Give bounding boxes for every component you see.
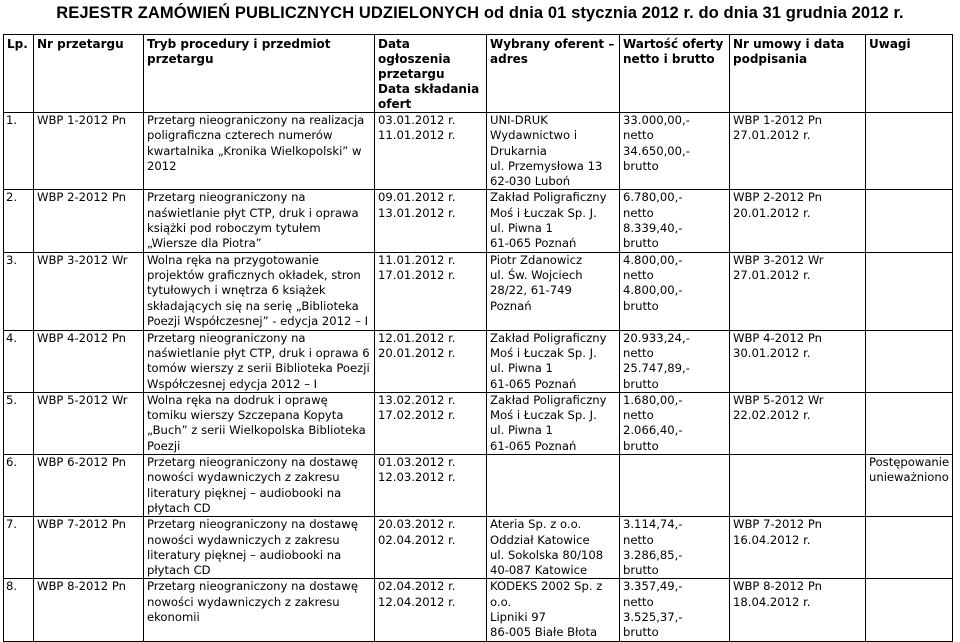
row-data: 20.03.2012 r. 02.04.2012 r. [375, 517, 487, 579]
row-lp: 7. [4, 517, 34, 579]
row-tryb: Przetarg nieograniczony na realizacja poligraficzna czterech numerów kwartalnika „Kronika Wielkopolski” w 2012 [144, 113, 375, 190]
row-tryb: Przetarg nieograniczony na dostawę nowości wydawniczych z zakresu literatury pięknej – audiobooki na płytach CD [144, 455, 375, 517]
row-lp: 8. [4, 579, 34, 641]
row-uwagi [866, 113, 953, 190]
row-oferent: Zakład Poligraficzny Moś i Łuczak Sp. J. ul. Piwna 1 61-065 Poznań [487, 190, 620, 252]
row-uwagi [866, 392, 953, 454]
row-tryb: Przetarg nieograniczony na naświetlanie płyt CTP, druk i oprawa 6 tomów wierszy z serii Biblioteka Poezji Współczesnej edycja 2012 – I [144, 330, 375, 392]
row-umowa: WBP 4-2012 Pn 30.01.2012 r. [730, 330, 866, 392]
table-row [4, 579, 953, 641]
header-data: Data ogłoszenia przetargu Data składania ofert [375, 35, 487, 113]
row-wartosc: 20.933,24,- netto 25.747,89,- brutto [620, 330, 730, 392]
row-oferent [487, 455, 620, 517]
row-data: 03.01.2012 r. 11.01.2012 r. [375, 113, 487, 190]
row-wartosc: 1.680,00,- netto 2.066,40,- brutto [620, 392, 730, 454]
row-uwagi [866, 579, 953, 641]
table-header-row [4, 35, 953, 113]
table-row [4, 190, 953, 252]
row-nr: WBP 1-2012 Pn [34, 113, 144, 190]
row-wartosc: 3.114,74,- netto 3.286,85,- brutto [620, 517, 730, 579]
table-row [4, 330, 953, 392]
row-oferent: UNI-DRUK Wydawnictwo i Drukarnia ul. Przemysłowa 13 62-030 Luboń [487, 113, 620, 190]
table-body [4, 113, 953, 642]
row-lp: 4. [4, 330, 34, 392]
row-lp: 3. [4, 252, 34, 330]
row-wartosc: 6.780,00,- netto 8.339,40,- brutto [620, 190, 730, 252]
row-oferent: Zakład Poligraficzny Moś i Łuczak Sp. J. ul. Piwna 1 61-065 Poznań [487, 330, 620, 392]
row-nr: WBP 4-2012 Pn [34, 330, 144, 392]
row-nr: WBP 6-2012 Pn [34, 455, 144, 517]
table-row [4, 252, 953, 330]
row-oferent: Piotr Zdanowicz ul. Św. Wojciech 28/22, 61-749 Poznań [487, 252, 620, 330]
row-lp: 6. [4, 455, 34, 517]
row-data: 11.01.2012 r. 17.01.2012 r. [375, 252, 487, 330]
row-nr: WBP 3-2012 Wr [34, 252, 144, 330]
row-data: 01.03.2012 r. 12.03.2012 r. [375, 455, 487, 517]
row-oferent: KODEKS 2002 Sp. z o.o. Lipniki 97 86-005 Białe Błota [487, 579, 620, 641]
table-row [4, 113, 953, 190]
row-data: 09.01.2012 r. 13.01.2012 r. [375, 190, 487, 252]
row-lp: 5. [4, 392, 34, 454]
header-tryb: Tryb procedury i przedmiot przetargu [144, 35, 375, 113]
row-tryb: Przetarg nieograniczony na naświetlanie płyt CTP, druk i oprawa książki pod roboczym tytułem „Wiersze dla Piotra” [144, 190, 375, 252]
header-oferent: Wybrany oferent – adres [487, 35, 620, 113]
row-umowa [730, 455, 866, 517]
row-umowa: WBP 7-2012 Pn 16.04.2012 r. [730, 517, 866, 579]
row-tryb: Przetarg nieograniczony na dostawę nowości wydawniczych z zakresu ekonomii [144, 579, 375, 641]
row-wartosc: 33.000,00,- netto 34.650,00,- brutto [620, 113, 730, 190]
row-uwagi [866, 190, 953, 252]
row-oferent: Ateria Sp. z o.o. Oddział Katowice ul. Sokolska 80/108 40-087 Katowice [487, 517, 620, 579]
row-wartosc: 4.800,00,- netto 4.800,00,- brutto [620, 252, 730, 330]
row-tryb: Wolna ręka na przygotowanie projektów graficznych okładek, stron tytułowych i wnętrza 6 książek składających się na serię „Biblioteka Poezji Współczesnej” - edycja 2012 – I [144, 252, 375, 330]
row-nr: WBP 2-2012 Pn [34, 190, 144, 252]
row-umowa: WBP 2-2012 Pn 20.01.2012 r. [730, 190, 866, 252]
row-nr: WBP 5-2012 Wr [34, 392, 144, 454]
header-wartosc: Wartość oferty netto i brutto [620, 35, 730, 113]
row-wartosc [620, 455, 730, 517]
row-umowa: WBP 1-2012 Pn 27.01.2012 r. [730, 113, 866, 190]
row-wartosc: 3.357,49,- netto 3.525,37,- brutto [620, 579, 730, 641]
register-title: REJESTR ZAMÓWIEŃ PUBLICZNYCH UDZIELONYCH od dnia 01 stycznia 2012 r. do dnia 31 grudnia 2012 r. [56, 4, 904, 22]
row-uwagi [866, 517, 953, 579]
row-tryb: Przetarg nieograniczony na dostawę nowości wydawniczych z zakresu literatury pięknej – audiobooki na płytach CD [144, 517, 375, 579]
row-umowa: WBP 5-2012 Wr 22.02.2012 r. [730, 392, 866, 454]
row-oferent: Zakład Poligraficzny Moś i Łuczak Sp. J. ul. Piwna 1 61-065 Poznań [487, 392, 620, 454]
row-data: 02.04.2012 r. 12.04.2012 r. [375, 579, 487, 641]
header-lp: Lp. [4, 35, 34, 113]
table-row [4, 392, 953, 454]
row-uwagi: Postępowanie unieważniono [866, 455, 953, 517]
header-umowa: Nr umowy i data podpisania [730, 35, 866, 113]
row-umowa: WBP 3-2012 Wr 27.01.2012 r. [730, 252, 866, 330]
row-nr: WBP 7-2012 Pn [34, 517, 144, 579]
row-uwagi [866, 330, 953, 392]
row-umowa: WBP 8-2012 Pn 18.04.2012 r. [730, 579, 866, 641]
row-lp: 1. [4, 113, 34, 190]
row-data: 13.02.2012 r. 17.02.2012 r. [375, 392, 487, 454]
row-tryb: Wolna ręka na dodruk i oprawę tomiku wierszy Szczepana Kopyta „Buch” z serii Wielkopolska Biblioteka Poezji [144, 392, 375, 454]
header-uwagi: Uwagi [866, 35, 953, 113]
table-row [4, 517, 953, 579]
register-table [3, 34, 953, 642]
table-row [4, 455, 953, 517]
row-nr: WBP 8-2012 Pn [34, 579, 144, 641]
row-lp: 2. [4, 190, 34, 252]
header-nr: Nr przetargu [34, 35, 144, 113]
row-uwagi [866, 252, 953, 330]
row-data: 12.01.2012 r. 20.01.2012 r. [375, 330, 487, 392]
